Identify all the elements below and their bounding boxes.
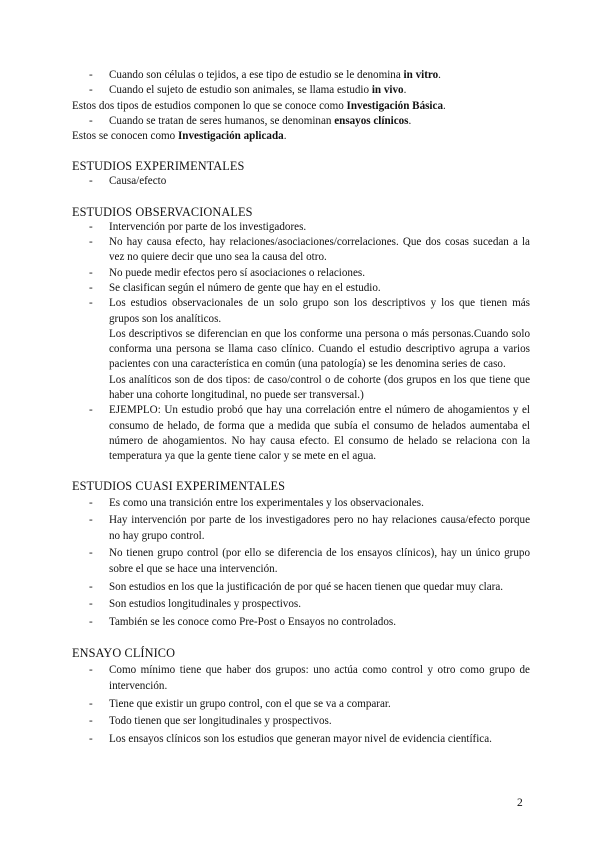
- paragraph: Estos se conocen como Investigación aplicada.: [72, 130, 287, 143]
- list-item: - Son estudios en los que la justificación de por qué se hacen tienen que quedar muy clara.: [72, 580, 530, 595]
- list-item: - Tiene que existir un grupo control, con el que se va a comparar.: [72, 697, 530, 712]
- list-item: - Causa/efecto: [72, 174, 530, 189]
- list-item: - Se clasifican según el número de gente que hay en el estudio.: [72, 281, 530, 296]
- list-item-continuation: Los analíticos son de dos tipos: de caso/control o de cohorte (dos grupos en los que tiene que haber una cohorte longitudinal, no puede ser transversal.): [109, 373, 530, 402]
- document-page: [72, 68, 530, 750]
- list-item: - No puede medir efectos pero sí asociaciones o relaciones.: [72, 266, 530, 281]
- section-heading-observacionales: ESTUDIOS OBSERVACIONALES: [72, 204, 253, 219]
- section-heading-experimentales: ESTUDIOS EXPERIMENTALES: [72, 159, 245, 174]
- list-item: - Como mínimo tiene que haber dos grupos: uno actúa como control y otro como grupo de intervención.: [72, 663, 530, 694]
- page-number: 2: [517, 797, 523, 809]
- list-item: - No hay causa efecto, hay relaciones/asociaciones/correlaciones. Que dos cosas sucedan a la vez no quiere decir que uno sea la causa del otro.: [72, 235, 530, 266]
- list-item: - Hay intervención por parte de los investigadores pero no hay relaciones causa/efecto porque no hay grupo control.: [72, 513, 530, 544]
- list-item: - Intervención por parte de los investigadores.: [72, 220, 530, 235]
- list-item: - Es como una transición entre los experimentales y los observacionales.: [72, 496, 530, 511]
- section-heading-ensayo-clinico: ENSAYO CLÍNICO: [72, 646, 176, 661]
- list-item: - Los estudios observacionales de un solo grupo son los descriptivos y los que tienen más grupos son los analíticos.: [72, 296, 530, 327]
- list-item-continuation: Los descriptivos se diferencian en que los conforme una persona o más personas.Cuando solo conforma una persona se llama caso clínico. Cuando el estudio descriptivo agrupa a varios pacientes con una característica en común (una patología) se les denomina series de caso.: [109, 327, 530, 371]
- list-item: - Son estudios longitudinales y prospectivos.: [72, 597, 530, 612]
- section-heading-cuasi-experimentales: ESTUDIOS CUASI EXPERIMENTALES: [72, 478, 286, 493]
- list-item: - Todo tienen que ser longitudinales y prospectivos.: [72, 714, 530, 729]
- list-item: - También se les conoce como Pre-Post o Ensayos no controlados.: [72, 615, 530, 630]
- paragraph: Estos dos tipos de estudios componen lo que se conoce como Investigación Básica.: [72, 99, 446, 112]
- list-item: - Cuando el sujeto de estudio son animales, se llama estudio in vivo.: [72, 83, 530, 98]
- list-item: - Cuando son células o tejidos, a ese tipo de estudio se le denomina in vitro.: [72, 68, 530, 83]
- list-item: - No tienen grupo control (por ello se diferencia de los ensayos clínicos), hay un único grupo sobre el que se hace una intervención.: [72, 546, 530, 577]
- list-item: - Los ensayos clínicos son los estudios que generan mayor nivel de evidencia científica.: [72, 732, 530, 747]
- list-item: - Cuando se tratan de seres humanos, se denominan ensayos clínicos.: [72, 114, 530, 129]
- list-item-example: - EJEMPLO: Un estudio probó que hay una correlación entre el número de ahogamientos y el consumo de helado, de forma que a medida que subía el consumo de helados aumentaba el número de ahogamientos. No hay causa efecto. El consumo de helado se relaciona con la temperatura ya que la gente tiene calor y se mete en el agua.: [72, 403, 530, 464]
